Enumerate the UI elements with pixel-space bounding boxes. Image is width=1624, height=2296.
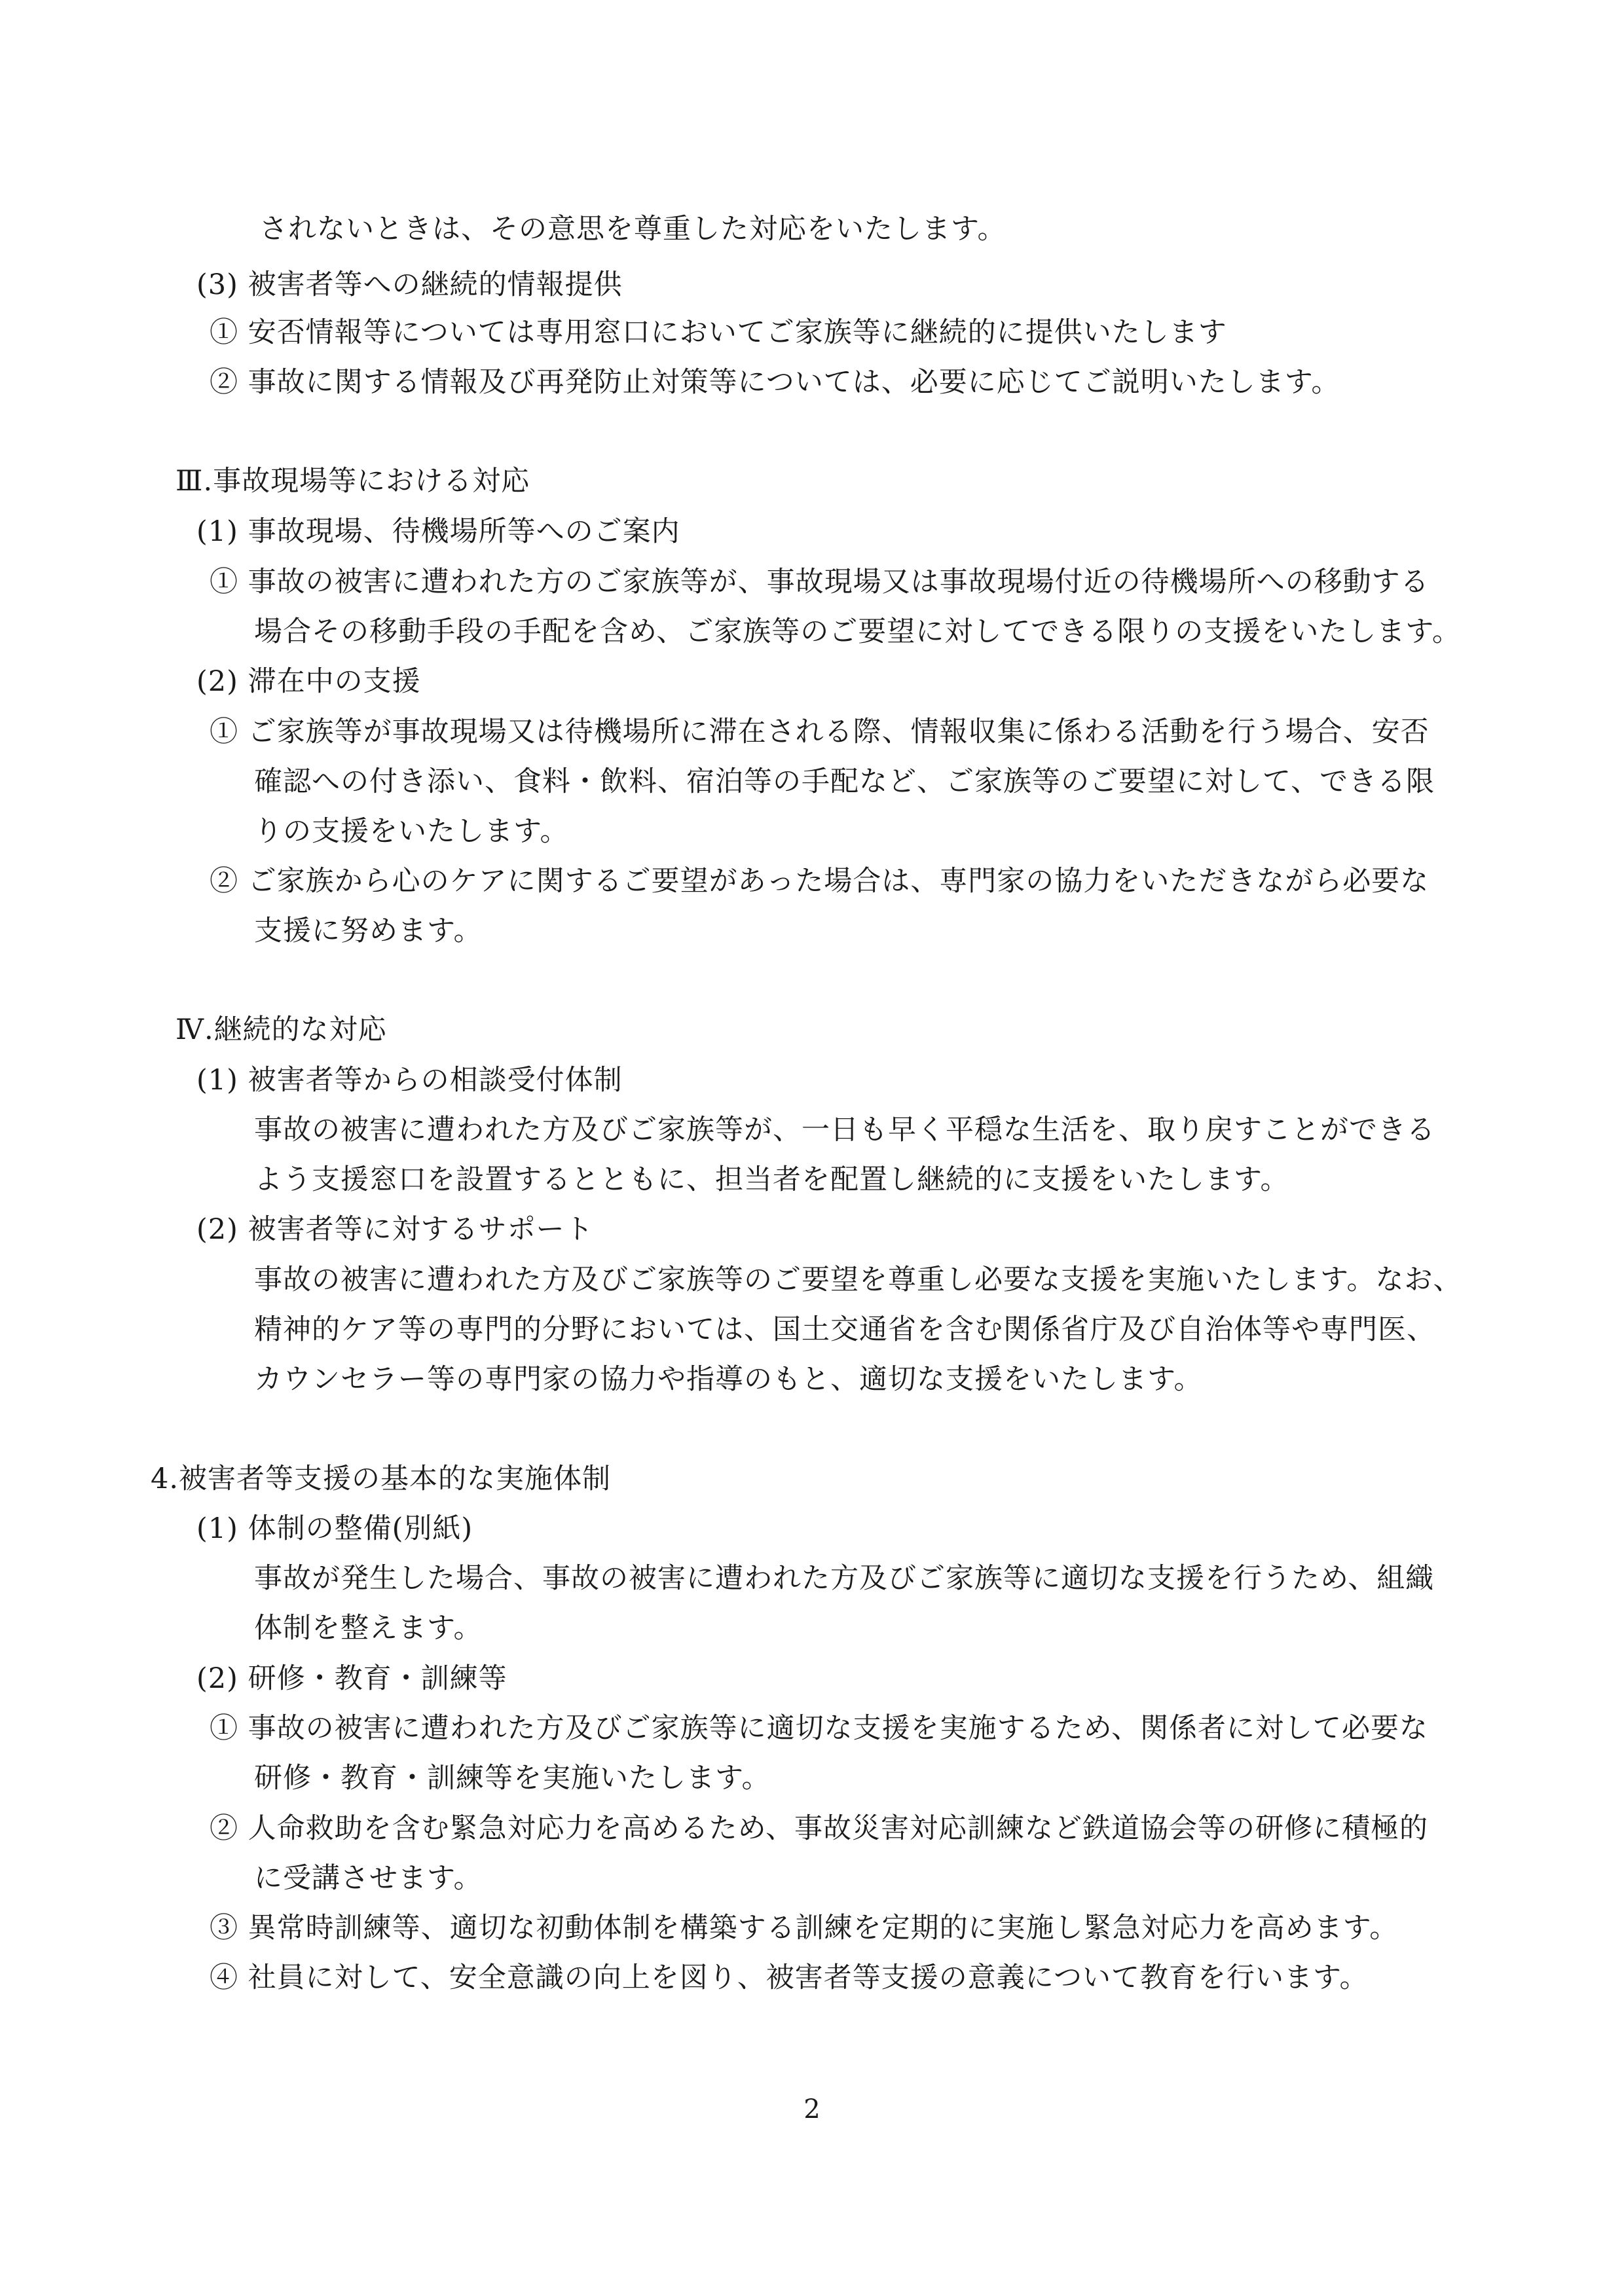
subsection-heading: (1) 体制の整備(別紙) (196, 1512, 473, 1545)
text-line: 事故の被害に遭われた方及びご家族等のご要望を尊重し必要な支援を実施いたします。なお、 (254, 1264, 1462, 1296)
list-item: ② ご家族から心のケアに関するご要望があった場合は、専門家の協力をいただきながら必要な (210, 865, 1430, 898)
list-item: ① 事故の被害に遭われた方のご家族等が、事故現場又は事故現場付近の待機場所への移動する (210, 566, 1430, 598)
subsection-heading: (2) 研修・教育・訓練等 (196, 1662, 507, 1695)
subsection-heading: (1) 被害者等からの相談受付体制 (196, 1064, 623, 1097)
section-heading: Ⅲ.事故現場等における対応 (175, 465, 530, 498)
text-line: 研修・教育・訓練等を実施いたします。 (254, 1762, 771, 1795)
text-line: 体制を整えます。 (254, 1612, 483, 1645)
subsection-heading: (3) 被害者等への継続的情報提供 (196, 268, 623, 301)
subsection-heading: (2) 被害者等に対するサポート (196, 1213, 594, 1246)
list-item: ③ 異常時訓練等、適切な初動体制を構築する訓練を定期的に実施し緊急対応力を高めます。 (210, 1912, 1399, 1944)
text-line: に受講させます。 (254, 1862, 483, 1895)
list-item: ① 安否情報等については専用窓口においてご家族等に継続的に提供いたします (210, 316, 1227, 349)
text-line: 事故の被害に遭われた方及びご家族等が、一日も早く平穏な生活を、取り戻すことができる (254, 1114, 1435, 1146)
text-line: 精神的ケア等の専門的分野においては、国土交通省を含む関係省庁及び自治体等や専門医、 (254, 1313, 1435, 1346)
list-item: ② 人命救助を含む緊急対応力を高めるため、事故災害対応訓練など鉄道協会等の研修に積極的 (210, 1812, 1428, 1845)
text-line: りの支援をいたします。 (254, 815, 569, 848)
list-item: ④ 社員に対して、安全意識の向上を図り、被害者等支援の意義について教育を行います。 (210, 1961, 1369, 1994)
list-item: ② 事故に関する情報及び再発防止対策等については、必要に応じてご説明いたします。 (210, 366, 1340, 399)
subsection-heading: (1) 事故現場、待機場所等へのご案内 (196, 515, 680, 548)
text-line: 支援に努めます。 (254, 915, 483, 947)
list-item: ① ご家族等が事故現場又は待機場所に滞在される際、情報収集に係わる活動を行う場合、安否 (210, 716, 1430, 748)
text-line: されないときは、その意思を尊重した対応をいたします。 (259, 213, 1006, 246)
text-line: 事故が発生した場合、事故の被害に遭われた方及びご家族等に適切な支援を行うため、組織 (254, 1562, 1435, 1595)
section-heading: 4.被害者等支援の基本的な実施体制 (151, 1463, 612, 1495)
text-line: よう支援窓口を設置するとともに、担当者を配置し継続的に支援をいたします。 (254, 1163, 1289, 1196)
page-number: 2 (803, 2094, 821, 2124)
text-line: 確認への付き添い、食料・飲料、宿泊等の手配など、ご家族等のご要望に対して、できる限 (254, 765, 1435, 798)
list-item: ① 事故の被害に遭われた方及びご家族等に適切な支援を実施するため、関係者に対して必要な (210, 1712, 1428, 1745)
subsection-heading: (2) 滞在中の支援 (196, 665, 421, 698)
section-heading: Ⅳ.継続的な対応 (175, 1013, 387, 1046)
text-line: カウンセラー等の専門家の協力や指導のもと、適切な支援をいたします。 (254, 1363, 1203, 1396)
text-line: 場合その移動手段の手配を含め、ご家族等のご要望に対してできる限りの支援をいたします。 (254, 615, 1461, 648)
